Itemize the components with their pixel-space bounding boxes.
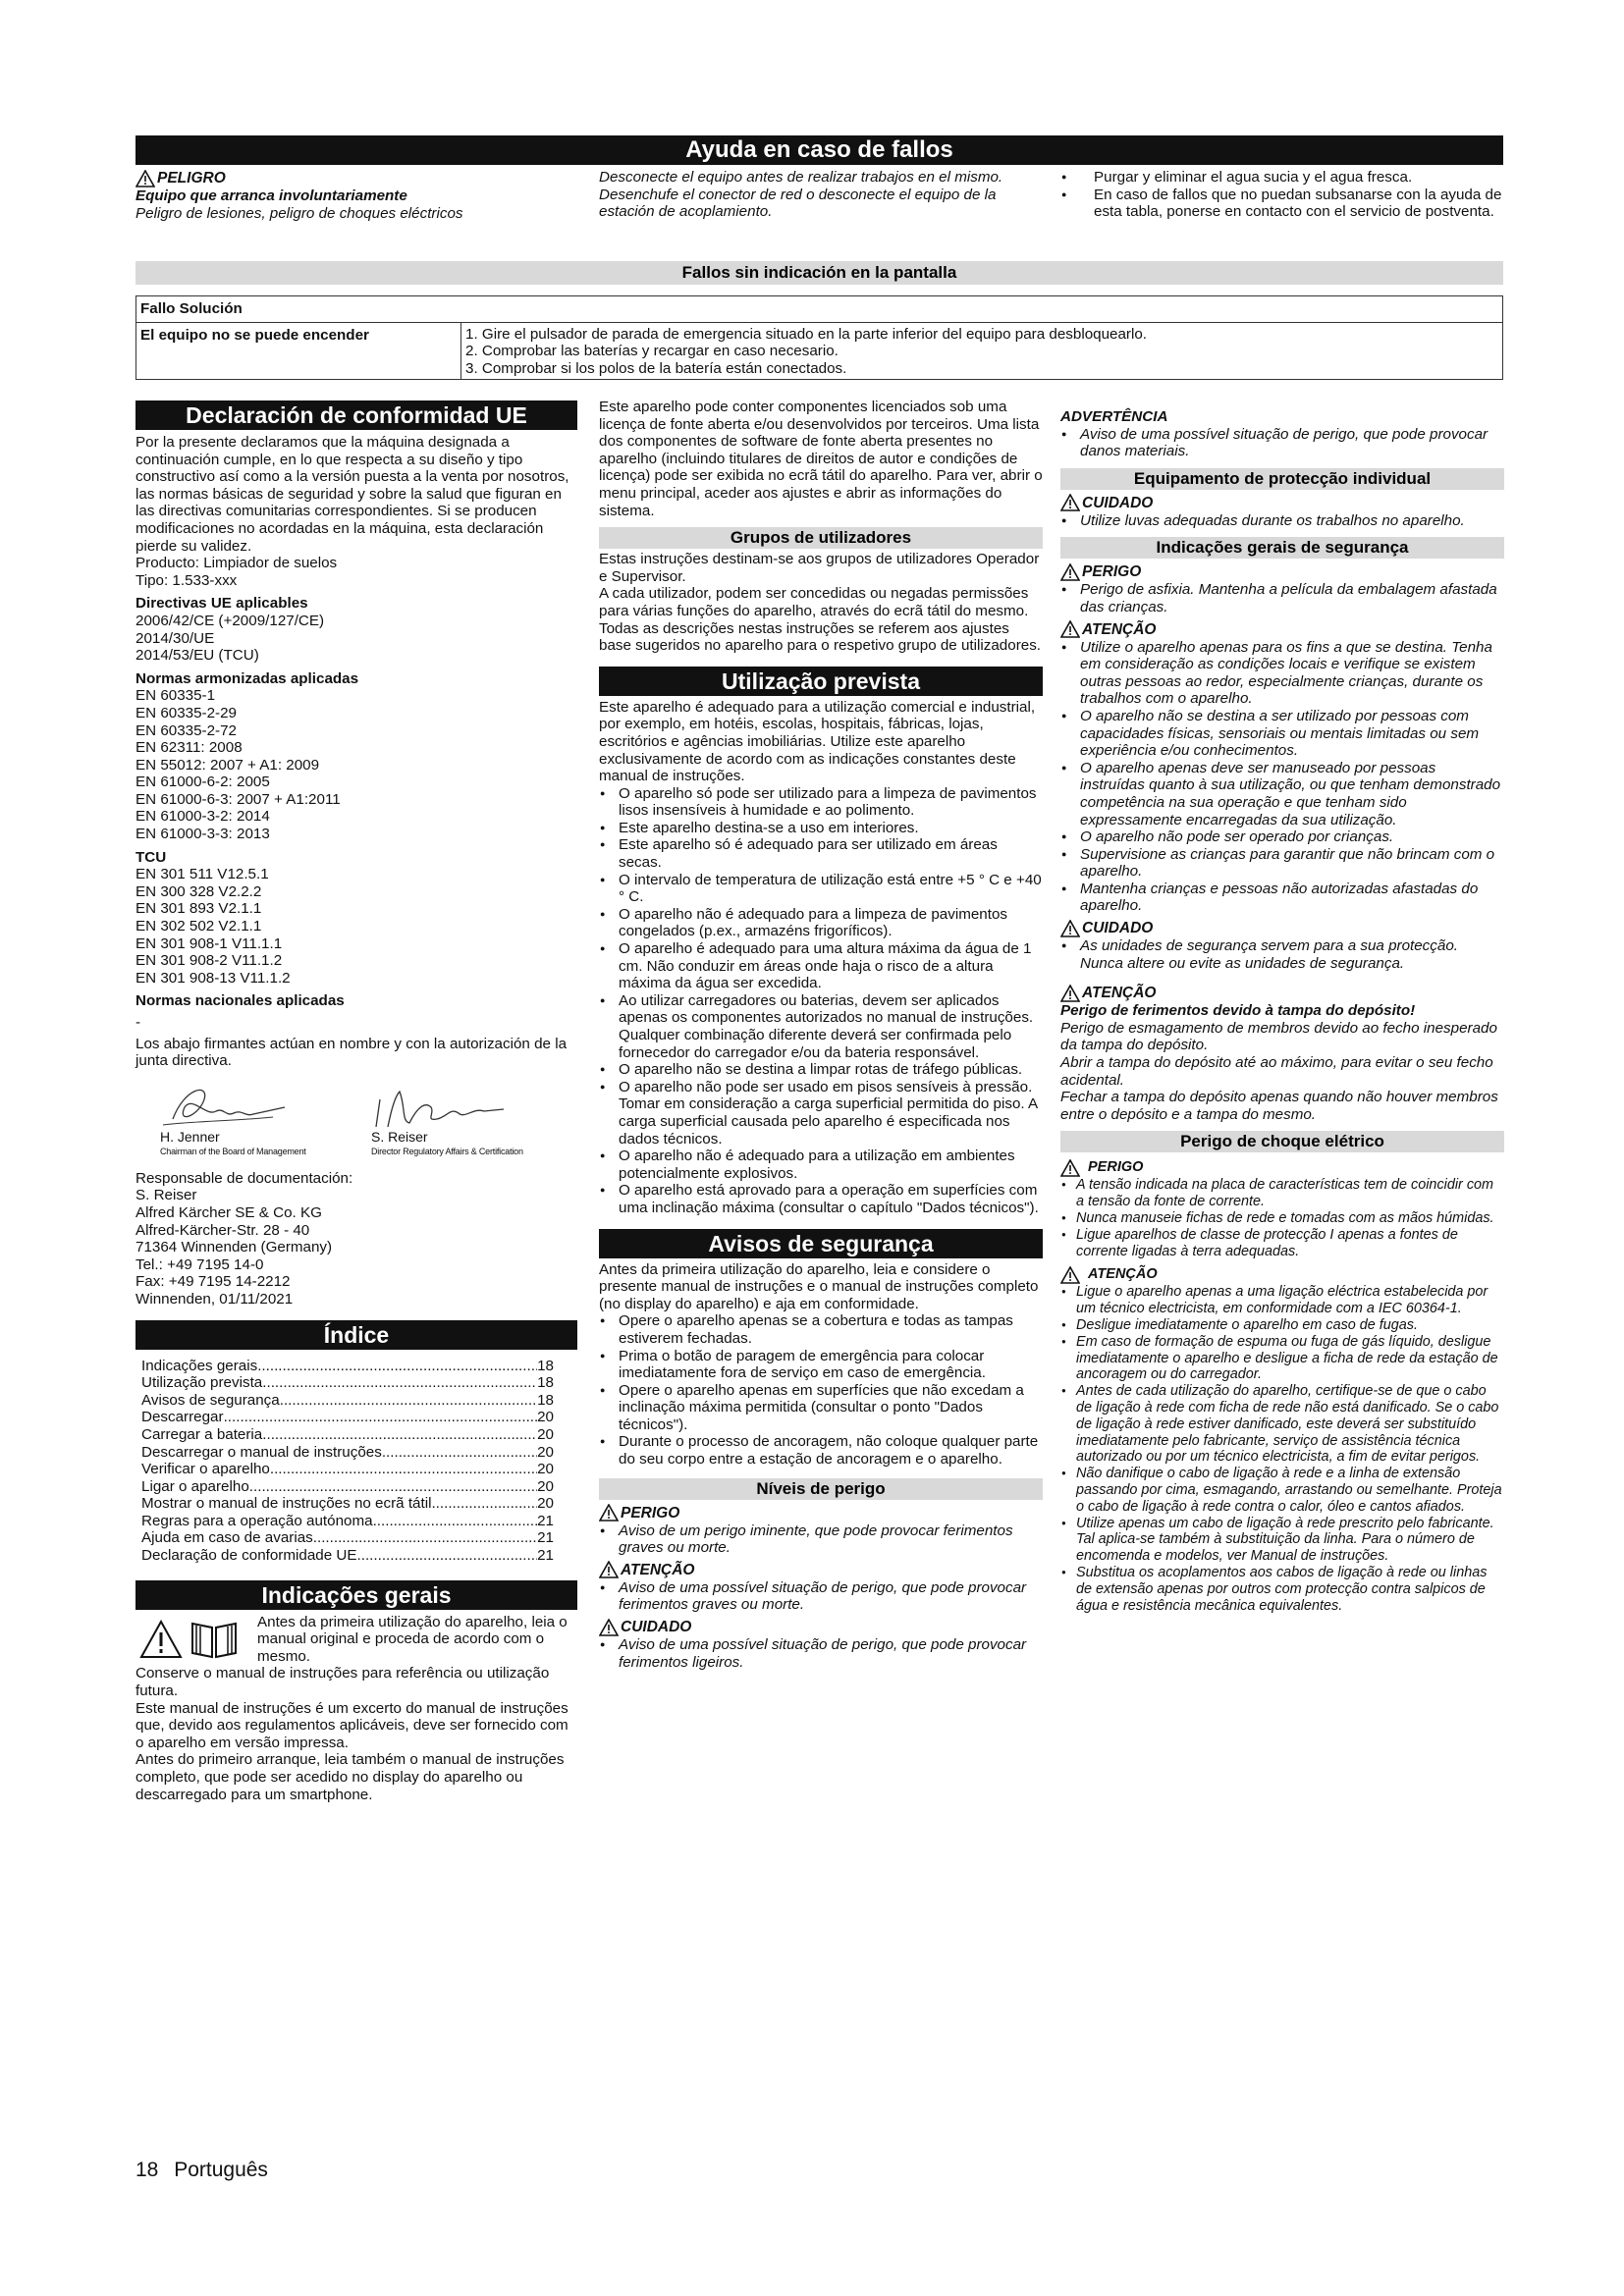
gerais-p2: Este manual de instruções é um excerto do manual de instruções que, devido aos regulamentos aplicáveis, deve ser fornecido com o aparelho em versão impressa. [135,1699,568,1751]
section-title-seguranca: Indicações gerais de segurança [1060,537,1504,559]
fault-table [135,295,1503,380]
top-mid-text-1: Desconecte el equipo antes de realizar trabajos en el mismo. [599,169,1003,186]
epi-label: CUIDADO [1082,494,1154,511]
choque-perigo-label: PERIGO [1088,1159,1144,1176]
list-item: ● Em caso de formação de espuma ou fuga de gás líquido, desligue imediatamente o aparelho e desligue a ficha de rede da estação de ancoragem ou do carregador. [1060,1334,1504,1383]
atencao-warning [599,1561,1043,1579]
list-item: EN 61000-6-2: 2005 [135,774,270,791]
list-item: EN 55012: 2007 + A1: 2009 [135,756,320,774]
toc [141,1358,554,1565]
top-right-items [1060,169,1504,221]
signature-reiser [366,1078,514,1137]
warning-triangle-icon [599,1561,619,1578]
atencao-label: ATENÇÃO [621,1561,695,1578]
list-item: ● O aparelho está aprovado para a operação em superfícies com uma inclinação máxima (consultar o capítulo "Dados técnicos"). [599,1182,1043,1216]
list-item: ● Ligue aparelhos de classe de protecção I apenas a fontes de corrente ligadas à terra adequadas. [1060,1227,1504,1260]
decl-tipo: Tipo: 1.533-xxx [135,571,238,589]
list-item: EN 302 502 V2.1.1 [135,918,262,935]
directivas-title: Directivas UE aplicables [135,595,308,613]
list-item: Responsable de documentación: [135,1169,353,1187]
toc-label: Avisos de segurança [141,1391,280,1409]
tampa-p2: Abrir a tampa do depósito até ao máximo, para evitar o seu fecho acidental. [1060,1054,1493,1089]
firmantes-text: Los abajo firmantes actúan en nombre y con la autorización de la junta directiva. [135,1035,568,1070]
toc-page: 21 [537,1512,554,1529]
section-title-avisos: Avisos de segurança [599,1229,1043,1258]
warning-triangle-icon [1060,1159,1080,1177]
seg-perigo-warning [1060,562,1504,581]
tcu-title: TCU [135,848,167,866]
solution-line: 2. Comprobar las baterías y recargar en caso necesario. [465,343,839,360]
uso-text: Este aparelho é adequado para a utilização comercial e industrial, por exemplo, em hotéis, escolas, hospitais, fábricas, lojas, escritórios e agências imobiliárias. Utilize este aparelho exclusivamente de acordo com as indicações constantes deste manual de instruções. [599,698,1036,785]
list-item: ● O aparelho é adequado para uma altura máxima da água de 1 cm. Não conduzir em áreas onde haja o risco de a altura máxima da água ser excedida. [599,940,1043,992]
grupos-p1: Estas instruções destinam-se aos grupos de utilizadores Operador e Supervisor. [599,551,1040,585]
section-title-utilizacao: Utilização prevista [599,667,1043,696]
toc-page: 20 [537,1477,554,1495]
list-item: ● As unidades de segurança servem para a sua protecção. Nunca altere ou evite as unidades de segurança. [1060,937,1504,972]
choque-perigo-warning [1060,1158,1504,1177]
list-item: ● Este aparelho destina-se a uso em interiores. [599,820,1043,837]
choque-perigo-list [1060,1177,1504,1259]
tampa-p3: Fechar a tampa do depósito apenas quando não houver membros entre o depósito e a tampa do mesmo. [1060,1089,1498,1123]
list-item: ● O aparelho não pode ser operado por crianças. [1060,828,1504,846]
toc-page: 20 [537,1495,554,1513]
list-item: EN 60335-2-72 [135,721,238,739]
section-title-niveis: Níveis de perigo [599,1478,1043,1500]
peligro-warning [135,169,568,187]
toc-label: Utilização prevista [141,1374,263,1392]
choque-atencao-warning [1060,1265,1504,1284]
toc-entry[interactable] [141,1392,554,1410]
toc-entry[interactable] [141,1495,554,1513]
warning-triangle-icon [139,1620,183,1659]
gerais-icon-row [135,1614,577,1666]
page-footer [135,2159,268,2182]
toc-entry[interactable] [141,1374,554,1392]
toc-page: 20 [537,1461,554,1478]
list-item: ● En caso de fallos que no puedan subsanarse con la ayuda de esta tabla, ponerse en contacto con el servicio de postventa. [1060,187,1504,221]
list-item: ● Aviso de uma possível situação de perigo, que pode provocar danos materiais. [1060,426,1504,460]
list-item: ● O aparelho não pode ser usado em pisos sensíveis à pressão. Tomar em consideração a carga superficial permitida do piso. A carga superficial causada pelo aparelho é especificada nos dados técnicos. [599,1079,1043,1148]
list-item: ● Não danifique o cabo de ligação à rede e a linha de extensão passando por cima, esmagando, arrastando ou semelhante. Proteja o cabo de ligação à rede contra o calor, óleo e cantos afiados. [1060,1466,1504,1515]
top-mid-text-2: Desenchufe el conector de red o desconecte el equipo de la estación de acoplamiento. [599,186,997,221]
list-item: ● Supervisione as crianças para garantir que não brincam com o aparelho. [1060,846,1504,881]
list-item: ● O aparelho não se destina a ser utilizado por pessoas com capacidades físicas, sensoriais ou mentais limitadas ou sem experiência e/ou conhecimentos. [1060,708,1504,760]
list-item: ● O aparelho apenas deve ser manuseado por pessoas instruídas quanto à sua utilização, ou que tenham demonstrado competência na sua operação e que tenham sido expressamente encarregadas da sua utilização. [1060,760,1504,828]
toc-page: 21 [537,1529,554,1547]
decl-producto: Producto: Limpiador de suelos [135,555,338,572]
list-item: ● Este aparelho só é adequado para ser utilizado em áreas secas. [599,836,1043,871]
tampa-label: ATENÇÃO [1082,985,1157,1002]
gerais-p1: Conserve o manual de instruções para referência ou utilização futura. [135,1665,550,1700]
signature-2-name: S. Reiser [371,1128,428,1145]
warning-triangle-icon [1060,985,1080,1002]
toc-label: Carregar a bateria [141,1425,263,1443]
gerais-p3: Antes do primeiro arranque, leia também o manual de instruções completo, que pode ser acedido no display do aparelho ou descarregado para um smartphone. [135,1751,565,1803]
list-item: ● Utilize o aparelho apenas para os fins a que se destina. Tenha em consideração as condições locais e verifique se existem outras pessoas ao redor, especialmente crianças, durante os trabalhos com o aparelho. [1060,639,1504,708]
list-item: EN 300 328 V2.2.2 [135,882,262,900]
section-title-ayuda: Ayuda en caso de fallos [135,135,1503,165]
signature-1-name: H. Jenner [160,1128,220,1145]
signature-jenner [155,1078,302,1137]
peligro-text: Peligro de lesiones, peligro de choques eléctricos [135,204,463,222]
footer-language: Português [174,2159,268,2181]
seg-cuidado-warning [1060,919,1504,937]
list-item: S. Reiser [135,1187,197,1204]
toc-entry[interactable] [141,1529,554,1547]
toc-entry[interactable] [141,1358,554,1375]
list-item: ● Substitua os acoplamentos aos cabos de ligação à rede ou linhas de extensão apenas por outros com protecção contra salpicos de água e resistência mecânica equivalentes. [1060,1565,1504,1614]
licence-text: Este aparelho pode conter componentes licenciados sob uma licença de fonte aberta e/ou desenvolvidos por terceiros. Uma lista dos componentes de software de fonte aberta presentes no aparelho (incluindo titulares de direitos de autor e condições de licença) pode ser exibida no ecrã tátil do aparelho. Para ver, abrir o menu principal, aceder aos ajustes e abrir as informações do sistema. [599,399,1043,519]
seg-atencao-label: ATENÇÃO [1082,620,1157,638]
list-item: ● Desligue imediatamente o aparelho em caso de fugas. [1060,1317,1504,1334]
toc-label: Regras para a operação autónoma [141,1512,373,1529]
solution-line: 1. Gire el pulsador de parada de emergencia situado en la parte inferior del equipo para desbloquearlo. [465,325,1148,343]
toc-entry[interactable] [141,1513,554,1530]
tampa-p1: Perigo de esmagamento de membros devido ao fecho inesperado da tampa do depósito. [1060,1019,1497,1054]
toc-label: Declaração de conformidade UE [141,1547,357,1565]
toc-page: 20 [537,1443,554,1461]
cuidado-list [599,1636,1043,1671]
toc-entry[interactable] [141,1426,554,1444]
list-item: ● O aparelho não se destina a limpar rotas de tráfego públicas. [599,1061,1043,1079]
toc-entry[interactable] [141,1478,554,1496]
seg-atencao-warning [1060,620,1504,639]
list-item: Alfred Kärcher SE & Co. KG [135,1203,322,1221]
seg-perigo-label: PERIGO [1082,563,1142,581]
list-item: EN 61000-6-3: 2007 + A1:2011 [135,790,341,808]
toc-page: 18 [537,1357,554,1374]
toc-page: 21 [537,1547,554,1565]
signature-1-role: Chairman of the Board of Management [160,1146,306,1156]
choque-atencao-list [1060,1284,1504,1614]
peligro-label: PELIGRO [157,170,226,187]
signature-2-role: Director Regulatory Affairs & Certification [371,1146,523,1156]
toc-label: Mostrar o manual de instruções no ecrã tátil [141,1495,432,1513]
signatures [135,1078,577,1164]
toc-page: 20 [537,1425,554,1443]
table-solution-cell [461,322,1503,380]
list-item: ● Purgar y eliminar el agua sucia y el agua fresca. [1060,169,1504,187]
tampa-warning [1060,984,1504,1002]
gerais-icon-text: Antes da primeira utilização do aparelho, leia o manual original e proceda de acordo com o mesmo. [257,1613,568,1665]
list-item: Winnenden, 01/11/2021 [135,1290,294,1308]
atencao-list [599,1579,1043,1614]
list-item: ● Perigo de asfixia. Mantenha a película da embalagem afastada das crianças. [1060,581,1504,615]
section-title-declaracion: Declaración de conformidad UE [135,400,577,430]
seg-atencao-list [1060,639,1504,916]
toc-entry[interactable] [141,1444,554,1462]
solution-line: 3. Comprobar si los polos de la batería están conectados. [465,359,847,377]
column-1 [135,400,577,1803]
toc-page: 18 [537,1391,554,1409]
toc-label: Verificar o aparelho [141,1461,270,1478]
epi-warning [1060,494,1504,512]
list-item: ● Aviso de uma possível situação de perigo, que pode provocar ferimentos graves ou morte. [599,1579,1043,1614]
normas-title: Normas armonizadas aplicadas [135,669,359,687]
list-item: ● O aparelho não é adequado para a utilização em ambientes potencialmente explosivos. [599,1148,1043,1182]
list-item: ● Utilize luvas adequadas durante os trabalhos no aparelho. [1060,512,1504,530]
seg-cuidado-list [1060,937,1504,972]
section-title-grupos: Grupos de utilizadores [599,527,1043,549]
grupos-p2: A cada utilizador, podem ser concedidas ou negadas permissões para várias funções do aparelho, através do ecrã tátil do mesmo. [599,585,1029,619]
warning-triangle-icon [1060,620,1080,638]
page-number: 18 [135,2159,159,2181]
list-item: EN 301 908-2 V11.1.2 [135,952,283,970]
toc-label: Descarregar [141,1409,224,1426]
list-item: ● O intervalo de temperatura de utilização está entre +5 ° C e +40 ° C. [599,872,1043,906]
toc-label: Ajuda em caso de avarias [141,1529,313,1547]
perigo-warning [599,1504,1043,1522]
warning-triangle-icon [599,1504,619,1522]
toc-entry[interactable] [141,1409,554,1426]
cuidado-label: CUIDADO [621,1619,692,1636]
list-item: ● Nunca manuseie fichas de rede e tomadas com as mãos húmidas. [1060,1210,1504,1227]
subheading-fallos: Fallos sin indicación en la pantalla [135,261,1503,285]
uso-list [599,785,1043,1217]
table-header: Fallo Solución [136,296,1503,323]
toc-page: 20 [537,1409,554,1426]
peligro-block [135,169,568,222]
list-item: ● Opere o aparelho apenas em superfícies que não excedam a inclinação máxima permitida (consultar o ponto "Dados técnicos"). [599,1382,1043,1434]
list-item: EN 301 908-1 V11.1.1 [135,934,283,952]
list-item: 2006/42/CE (+2009/127/CE) [135,612,325,629]
avisos-text: Antes da primeira utilização do aparelho, leia e considere o presente manual de instruções e o manual de instruções completo (no display do aparelho) e aja em conformidade. [599,1260,1039,1312]
top-right-list [1060,169,1504,221]
list-item: EN 60335-1 [135,687,216,705]
list-item: ● Mantenha crianças e pessoas não autorizadas afastadas do aparelho. [1060,881,1504,915]
responsable-block [135,1170,577,1308]
cuidado-warning [599,1618,1043,1636]
toc-entry[interactable] [141,1547,554,1565]
list-item: EN 62311: 2008 [135,739,243,757]
advertencia-label: ADVERTÊNCIA [1060,408,1168,425]
toc-label: Ligar o aparelho [141,1477,249,1495]
list-item: EN 60335-2-29 [135,704,238,721]
list-item: EN 61000-3-3: 2013 [135,826,270,843]
advertencia-list [1060,426,1504,460]
tampa-title: Perigo de ferimentos devido à tampa do depósito! [1060,1002,1416,1020]
list-item: ● Utilize apenas um cabo de ligação à rede prescrito pelo fabricante. Tal aplica-se também à substituição da linha. Para o número de encomenda e modelos, ver Manual de instruções. [1060,1516,1504,1565]
section-title-epi: Equipamento de protecção individual [1060,468,1504,490]
epi-list [1060,512,1504,530]
choque-atencao-label: ATENÇÃO [1088,1266,1158,1283]
list-item: ● Antes de cada utilização do aparelho, certifique-se de que o cabo de ligação à rede com ficha de rede não está danificado. Se o cabo de ligação à rede estiver danificado, este deverá ser substituído imediatamente pelo fabricante, serviço de assistência técnica autorizado ou por um técnico electricista, a fim de evitar perigos. [1060,1383,1504,1466]
perigo-label: PERIGO [621,1504,680,1522]
nacionales-title: Normas nacionales aplicadas [135,992,345,1010]
table-fault-cell: El equipo no se puede encender [136,322,461,380]
seg-cuidado-label: CUIDADO [1082,920,1154,937]
list-item: ● Durante o processo de ancoragem, não coloque qualquer parte do seu corpo entre a estação de ancoragem e o aparelho. [599,1433,1043,1468]
list-item: 2014/30/UE [135,629,215,647]
warning-triangle-icon [1060,494,1080,511]
list-item: EN 61000-3-2: 2014 [135,808,270,826]
warning-triangle-icon [135,170,155,187]
section-title-choque: Perigo de choque elétrico [1060,1131,1504,1152]
list-item: Fax: +49 7195 14-2212 [135,1273,291,1291]
list-item: ● Aviso de um perigo iminente, que pode provocar ferimentos graves ou morte. [599,1522,1043,1557]
list-item: EN 301 893 V2.1.1 [135,900,262,918]
list-item: ● Ao utilizar carregadores ou baterias, devem ser aplicados apenas os componentes autorizados no manual de instruções. Qualquer combinação diferente deverá ser confirmada pelo fornecedor do carregador e/ou da bateria responsável. [599,992,1043,1061]
warning-triangle-icon [1060,1266,1080,1284]
peligro-title: Equipo que arranca involuntariamente [135,187,407,204]
list-item: ● O aparelho só pode ser utilizado para a limpeza de pavimentos lisos insensíveis à humidade e ao polimento. [599,785,1043,820]
toc-entry[interactable] [141,1461,554,1478]
manual-book-icon [189,1620,240,1659]
section-title-indice: Índice [135,1320,577,1350]
list-item: ● A tensão indicada na placa de características tem de coincidir com a tensão da fonte de corrente. [1060,1177,1504,1210]
list-item: 71364 Winnenden (Germany) [135,1239,333,1256]
list-item: ● O aparelho não é adequado para a limpeza de pavimentos congelados (p.ex., armazéns frigoríficos). [599,906,1043,940]
top-mid-text [599,169,1041,221]
list-item: ● Opere o aparelho apenas se a cobertura e todas as tampas estiverem fechadas. [599,1312,1043,1347]
toc-page: 18 [537,1374,554,1392]
perigo-list [599,1522,1043,1557]
nacionales-dash: - [135,1014,141,1031]
warning-triangle-icon [1060,563,1080,581]
list-item: 2014/53/EU (TCU) [135,647,259,665]
list-item: EN 301 908-13 V11.1.2 [135,969,291,987]
list-item: ● Ligue o aparelho apenas a uma ligação eléctrica estabelecida por um técnico electricista, em conformidade com a IEC 60364-1. [1060,1284,1504,1317]
list-item: Tel.: +49 7195 14-0 [135,1255,264,1273]
warning-triangle-icon [1060,920,1080,937]
decl-text: Por la presente declaramos que la máquina designada a continuación cumple, en lo que respecta a su diseño y tipo constructivo así como a la versión puesta a la venta por nosotros, las normas básicas de seguridad y sobre la salud que figuran en las directivas comunitarias correspondientes. Si se producen modificaciones no acordadas en la máquina, esta declaración pierde su validez. [135,434,569,555]
list-item: Alfred-Kärcher-Str. 28 - 40 [135,1221,310,1239]
grupos-p3: Todas as descrições nestas instruções se referem aos ajustes base sugeridos no aparelho para o respetivo grupo de utilizadores. [599,619,1042,655]
toc-label: Descarregar o manual de instruções [141,1443,382,1461]
list-item: EN 301 511 V12.5.1 [135,866,269,883]
column-2 [599,399,1043,1671]
avisos-list [599,1312,1043,1468]
list-item: ● Aviso de uma possível situação de perigo, que pode provocar ferimentos ligeiros. [599,1636,1043,1671]
seg-perigo-list [1060,581,1504,615]
toc-label: Indicações gerais [141,1357,258,1374]
gerais-icons [135,1614,257,1666]
column-3 [1060,408,1504,1614]
warning-triangle-icon [599,1619,619,1636]
list-item: ● Prima o botão de paragem de emergência para colocar imediatamente fora de serviço em caso de emergência. [599,1348,1043,1382]
section-title-gerais: Indicações gerais [135,1580,577,1610]
